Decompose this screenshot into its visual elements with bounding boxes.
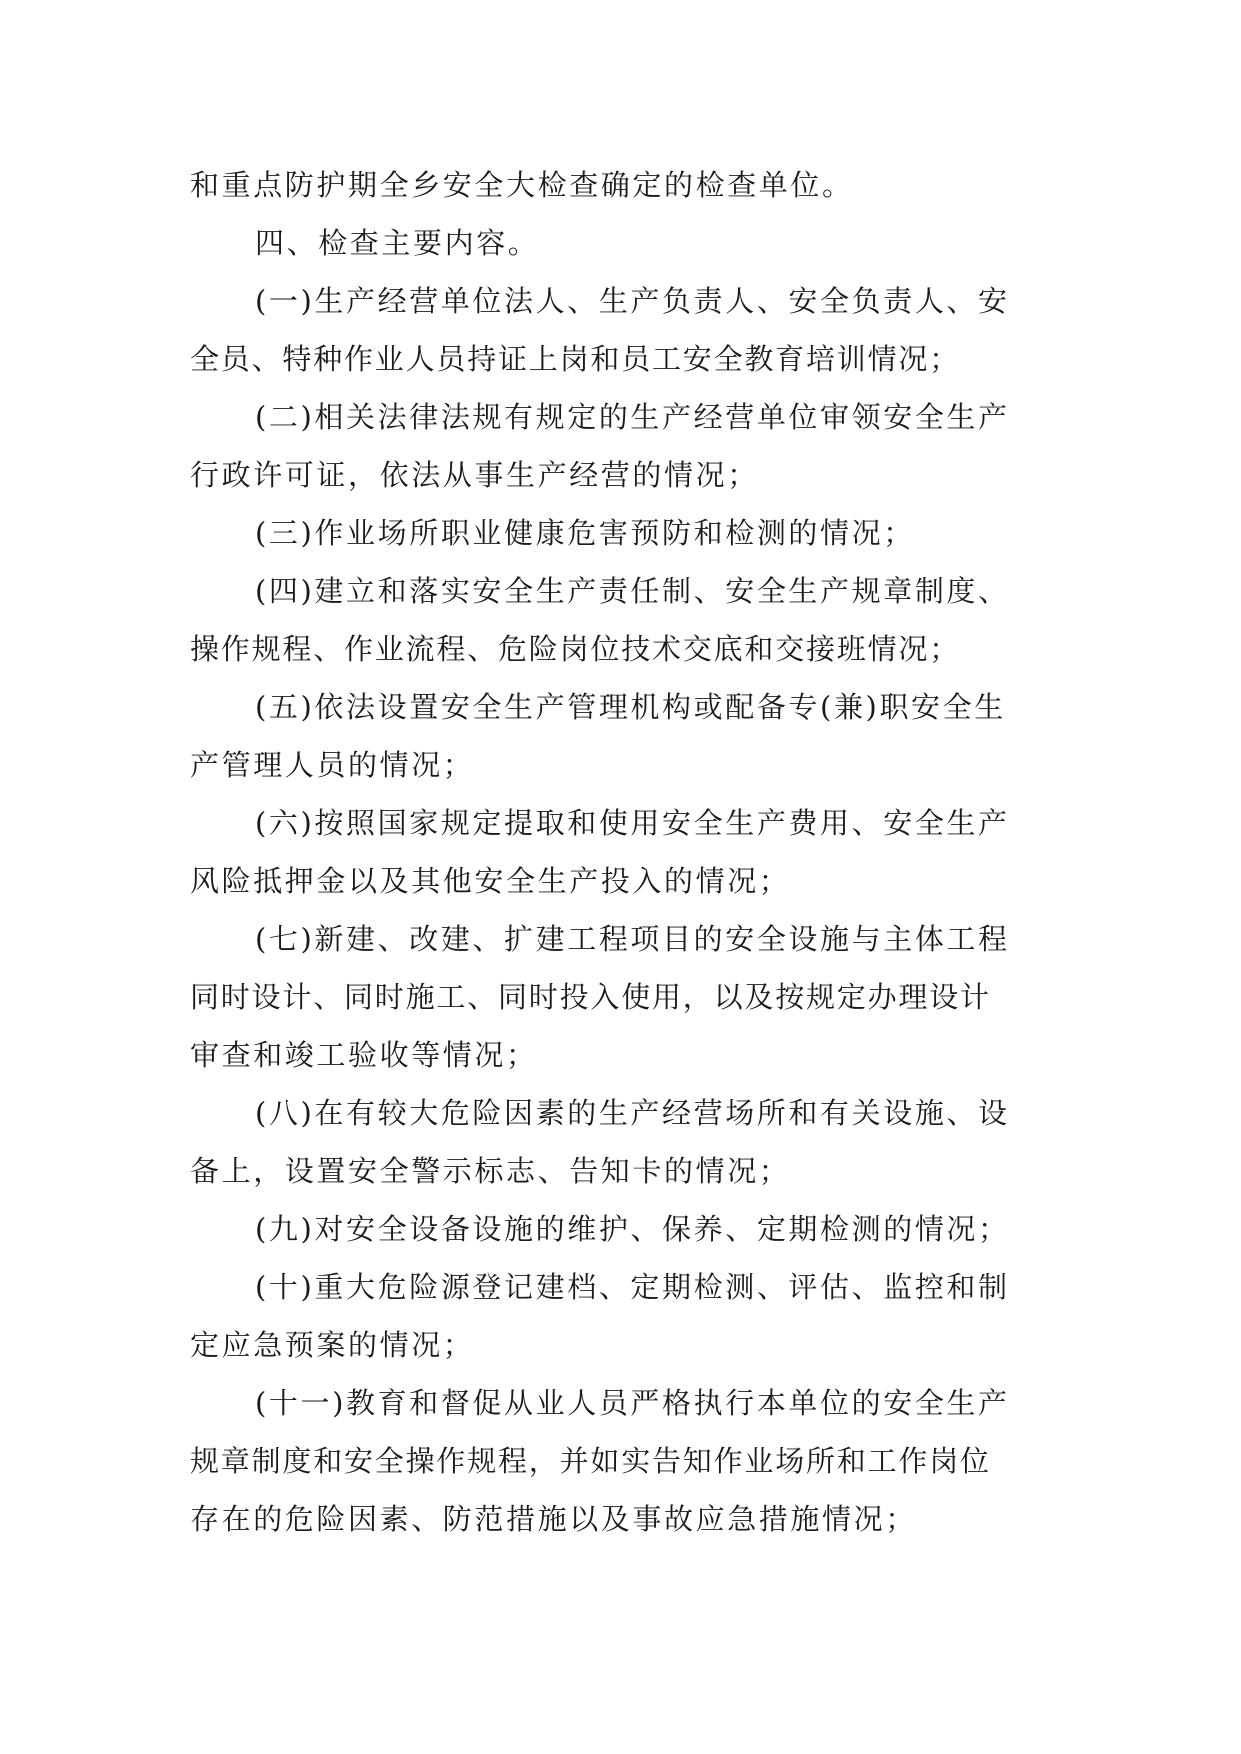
text-line: (四)建立和落实安全生产责任制、安全生产规章制度、 <box>255 574 1010 608</box>
text-line: 同时设计、同时施工、同时投入使用，以及按规定办理设计 <box>190 980 991 1014</box>
text-line: (五)依法设置安全生产管理机构或配备专(兼)职安全生 <box>255 690 1006 724</box>
text-line: (十一)教育和督促从业人员严格执行本单位的安全生产 <box>255 1386 1010 1420</box>
text-line: (二)相关法律法规有规定的生产经营单位审领安全生产 <box>255 400 1010 434</box>
section-heading: 四、检查主要内容。 <box>255 226 540 260</box>
text-line: (六)按照国家规定提取和使用安全生产费用、安全生产 <box>255 806 1010 840</box>
text-line: 定应急预案的情况； <box>190 1328 475 1362</box>
text-line: 存在的危险因素、防范措施以及事故应急措施情况； <box>190 1502 917 1536</box>
text-line: 产管理人员的情况； <box>190 748 475 782</box>
text-line: 规章制度和安全操作规程，并如实告知作业场所和工作岗位 <box>190 1444 991 1478</box>
text-line: 全员、特种作业人员持证上岗和员工安全教育培训情况； <box>190 342 961 376</box>
text-line: (一)生产经营单位法人、生产负责人、安全负责人、安 <box>255 284 1010 318</box>
text-line: (十)重大危险源登记建档、定期检测、评估、监控和制 <box>255 1270 1010 1304</box>
text-line: (三)作业场所职业健康危害预防和检测的情况； <box>255 516 915 550</box>
text-line: 备上，设置安全警示标志、告知卡的情况； <box>190 1154 791 1188</box>
text-line: 审查和竣工验收等情况； <box>190 1038 538 1072</box>
text-line: 和重点防护期全乡安全大检查确定的检查单位。 <box>190 168 854 202</box>
text-line: 操作规程、作业流程、危险岗位技术交底和交接班情况； <box>190 632 961 666</box>
text-line: (七)新建、改建、扩建工程项目的安全设施与主体工程 <box>255 922 1010 956</box>
text-line: 行政许可证，依法从事生产经营的情况； <box>190 458 759 492</box>
text-line: 风险抵押金以及其他安全生产投入的情况； <box>190 864 791 898</box>
text-line: (八)在有较大危险因素的生产经营场所和有关设施、设 <box>255 1096 1010 1130</box>
text-line: (九)对安全设备设施的维护、保养、定期检测的情况； <box>255 1212 1010 1246</box>
